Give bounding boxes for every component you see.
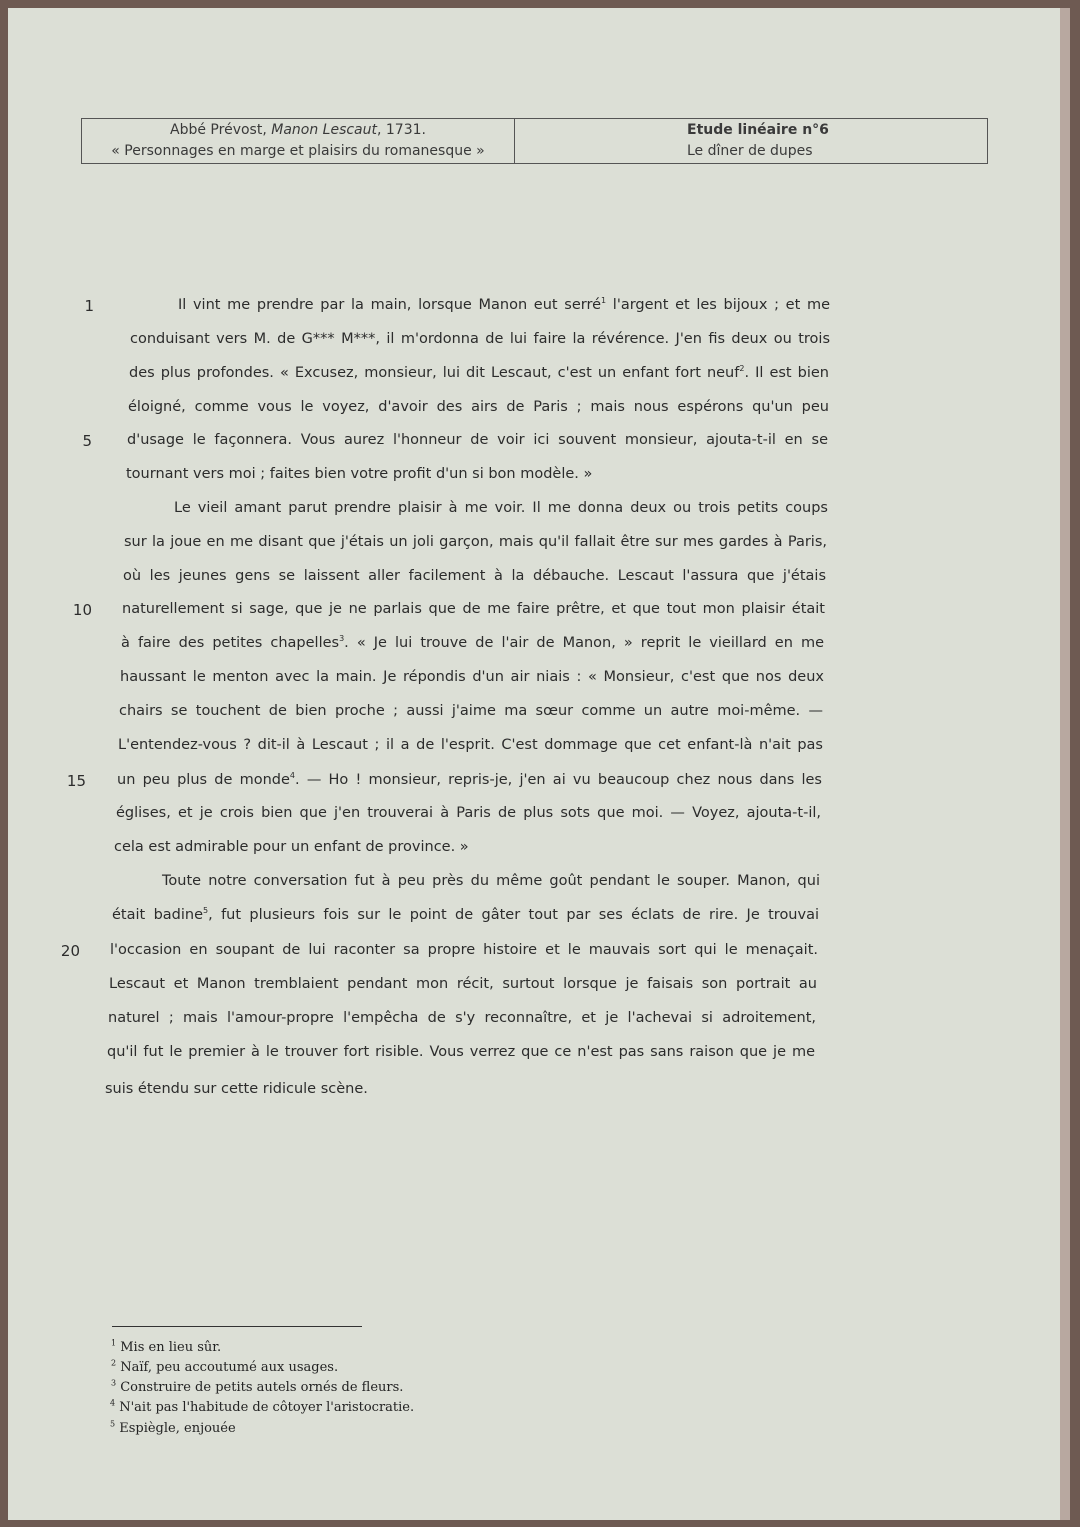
text-line: naturellement si sage, que je ne parlais que de me faire prêtre, et que tout mon plaisir était <box>122 601 825 617</box>
text-line: éloigné, comme vous le voyez, d'avoir des airs de Paris ; mais nous espérons qu'un peu <box>128 399 829 415</box>
text-line: L'entendez-vous ? dit-il à Lescaut ; il a de l'esprit. C'est dommage que cet enfant-là n'ait pas <box>118 737 823 753</box>
header-table <box>81 118 988 164</box>
footnote: $^5$ Espiègle, enjouée <box>110 1419 236 1436</box>
text-line: naturel ; mais l'amour-propre l'empêcha de s'y reconnaître, et je l'achevai si adroitement, <box>108 1010 816 1026</box>
text-line: Lescaut et Manon tremblaient pendant mon récit, surtout lorsque je faisais son portrait au <box>109 976 817 992</box>
text-line: d'usage le façonnera. Vous aurez l'honneur de voir ici souvent monsieur, ajouta-t-il en se <box>127 432 828 448</box>
footnote: $^3$ Construire de petits autels ornés de fleurs. <box>111 1378 404 1395</box>
header-study-title: Le dîner de dupes <box>687 143 813 159</box>
header-right-cell <box>515 119 987 163</box>
header-study-number: Etude linéaire n°6 <box>687 122 829 138</box>
text-line: cela est admirable pour un enfant de province. » <box>114 839 469 855</box>
text-line: était badine$^5$, fut plusieurs fois sur le point de gâter tout par ses éclats de rire. Je trouvai <box>112 906 819 923</box>
text-line: l'occasion en soupant de lui raconter sa propre histoire et le mauvais sort qui le menaçait. <box>110 942 818 958</box>
text-line: à faire des petites chapelles$^3$. « Je lui trouve de l'air de Manon, » reprit le vieillard en me <box>121 634 824 651</box>
line-number: 5 <box>82 432 92 450</box>
text-line: suis étendu sur cette ridicule scène. <box>105 1081 368 1097</box>
line-number: 20 <box>60 942 80 960</box>
text-line: Il vint me prendre par la main, lorsque Manon eut serré$^1$ l'argent et les bijoux ; et me <box>178 296 831 313</box>
line-number: 15 <box>66 772 86 790</box>
header-theme: « Personnages en marge et plaisirs du romanesque » <box>111 143 485 159</box>
text-line: conduisant vers M. de G*** M***, il m'ordonna de lui faire la révérence. J'en fis deux ou trois <box>130 331 830 347</box>
text-line: Toute notre conversation fut à peu près du même goût pendant le souper. Manon, qui <box>162 873 820 889</box>
text-line: un peu plus de monde$^4$. — Ho ! monsieur, repris-je, j'en ai vu beaucoup chez nous dans les <box>117 771 822 788</box>
footnote: $^1$ Mis en lieu sûr. <box>111 1338 222 1355</box>
text-line: Le vieil amant parut prendre plaisir à me voir. Il me donna deux ou trois petits coups <box>174 500 828 516</box>
page-edge <box>1060 8 1070 1520</box>
text-line: haussant le menton avec la main. Je répondis d'un air niais : « Monsieur, c'est que nos deux <box>120 669 824 685</box>
line-number: 10 <box>72 601 92 619</box>
text-line: qu'il fut le premier à le trouver fort risible. Vous verrez que ce n'est pas sans raison que je me <box>107 1044 815 1060</box>
text-line: où les jeunes gens se laissent aller facilement à la débauche. Lescaut l'assura que j'étais <box>123 568 826 584</box>
footnote-separator <box>112 1326 362 1327</box>
line-number: 1 <box>84 297 94 315</box>
text-line: églises, et je crois bien que j'en trouverai à Paris de plus sots que moi. — Voyez, ajouta-t-il, <box>116 805 821 821</box>
text-line: sur la joue en me disant que j'étais un joli garçon, mais qu'il fallait être sur mes gardes à Paris, <box>124 534 827 550</box>
text-line: chairs se touchent de bien proche ; aussi j'aime ma sœur comme un autre moi-même. — <box>119 703 823 719</box>
footnote: $^2$ Naïf, peu accoutumé aux usages. <box>111 1358 339 1375</box>
text-line: des plus profondes. « Excusez, monsieur, lui dit Lescaut, c'est un enfant fort neuf$^2$. Il est bien <box>129 364 829 381</box>
text-line: tournant vers moi ; faites bien votre profit d'un si bon modèle. » <box>126 466 593 482</box>
header-left-cell <box>82 119 515 163</box>
document-page <box>8 8 1070 1520</box>
header-source: Abbé Prévost, Manon Lescaut, 1731. <box>170 122 426 138</box>
footnote: $^4$ N'ait pas l'habitude de côtoyer l'aristocratie. <box>110 1398 415 1415</box>
